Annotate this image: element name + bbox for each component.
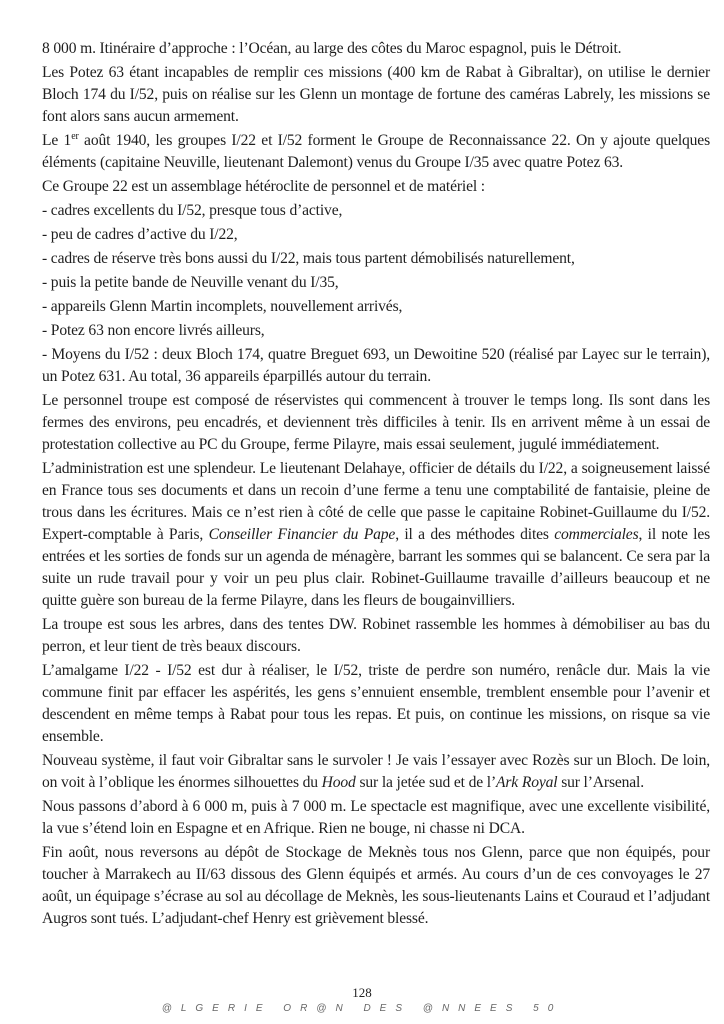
document-body: [42, 38, 710, 932]
paragraph-11: Fin août, nous reversons au dépôt de Stockage de Meknès tous nos Glenn, parce que non équipés, pour toucher à Marrakech au II/63 dissous des Glenn équipés et armés. Au cours d’un de ces convoyages le 27 août, un équipage s’écrase au sol au décollage de Meknès, les sous-lieutenants Lains et Couraud et l’adjudant Augros sont tués. L’adjudant-chef Henry est grièvement blessé.: [42, 844, 710, 927]
paragraph-6-part-b: , il a des méthodes dites: [395, 526, 555, 543]
italic-hood: Hood: [321, 774, 356, 791]
list-item: - Potez 63 non encore livrés ailleurs,: [42, 322, 265, 339]
paragraph-6-part-a: L’administration est une splendeur. Le lieutenant Delahaye, officier de détails du I/22, a soigneusement laissé en France tous ses documents et dans un recoin d’une ferme a tenu une comptabilité de fantaisie, pleine de trous dans les écritures. Mais ce n’est rien à côté de celle que passe le capitaine Robinet-Guillaume du I/52. Expert-comptable à Paris,: [42, 460, 710, 543]
list-item: - peu de cadres d’active du I/22,: [42, 226, 238, 243]
list-item: - cadres excellents du I/52, presque tous d’active,: [42, 202, 343, 219]
paragraph-9-part-b: sur la jetée sud et de l’: [355, 774, 497, 791]
paragraph-3: [42, 130, 710, 174]
ordinal-superscript: er: [71, 130, 79, 142]
paragraph-6: [42, 458, 710, 612]
paragraph-3-start: Le 1: [42, 132, 72, 149]
paragraph-6-part-c: , il note les entrées et les sorties de fonds sur un agenda de ménagère, barrant les sommes qui se balancent. Ce sera par la suite un rude travail pour y voir un peu plus clair. Robinet-Guillaume travaille d’ailleurs beaucoup et ne quitte guère son bureau de la ferme Pilayre, dans les fleurs de bougainvilliers.: [42, 526, 711, 609]
list-item: - appareils Glenn Martin incomplets, nouvellement arrivés,: [42, 298, 403, 315]
list-item: - Moyens du I/52 : deux Bloch 174, quatre Breguet 693, un Dewoitine 520 (réalisé par Layec sur le terrain), un Potez 631. Au total, 36 appareils éparpillés autour du terrain.: [42, 346, 710, 385]
list-item: - puis la petite bande de Neuville venant du I/35,: [42, 274, 339, 291]
paragraph-9-part-c: sur l’Arsenal.: [557, 774, 644, 791]
list-item: - cadres de réserve très bons aussi du I/22, mais tous partent démobilisés naturellement,: [42, 250, 575, 267]
paragraph-2: Les Potez 63 étant incapables de remplir ces missions (400 km de Rabat à Gibraltar), on utilise le dernier Bloch 174 du I/52, puis on réalise sur les Glenn un montage de fortune des caméras Labrely, les missions se font alors sans aucun armement.: [42, 64, 710, 125]
italic-commerciales: commerciales: [554, 526, 639, 543]
paragraph-10: Nous passons d’abord à 6 000 m, puis à 7 000 m. Le spectacle est magnifique, avec une excellente visibilité, la vue s’étend loin en Espagne et en Afrique. Rien ne bouge, ni chasse ni DCA.: [42, 798, 710, 837]
paragraph-9-part-a: Nouveau système, il faut voir Gibraltar sans le survoler ! Je vais l’essayer avec Rozès sur un Bloch. De loin, on voit à l’oblique les énormes silhouettes du: [42, 752, 710, 791]
paragraph-3-rest: août 1940, les groupes I/22 et I/52 forment le Groupe de Reconnaissance 22. On y ajoute quelques éléments (capitaine Neuville, lieutenant Dalemont) venus du Groupe I/35 avec quatre Potez 63.: [42, 132, 710, 171]
paragraph-8: L’amalgame I/22 - I/52 est dur à réaliser, le I/52, triste de perdre son numéro, renâcle dur. Mais la vie commune finit par effacer les aspérités, les gens s’ennuient ensemble, tremblent ensemble pour l’avenir et descendent en même temps à Rabat pour tous les repas. Et puis, on continue les missions, on risque sa vie ensemble.: [42, 662, 710, 745]
italic-conseiller-financier: Conseiller Financier du Pape: [208, 526, 396, 543]
paragraph-4: Ce Groupe 22 est un assemblage hétéroclite de personnel et de matériel :: [42, 178, 485, 195]
running-footer: @LGERIE OR@N DES @NNEES 50: [161, 1003, 563, 1014]
paragraph-7: La troupe est sous les arbres, dans des tentes DW. Robinet rassemble les hommes à démobiliser au bas du perron, et leur tient de très beaux discours.: [42, 616, 710, 655]
paragraph-1: 8 000 m. Itinéraire d’approche : l’Océan, au large des côtes du Maroc espagnol, puis le Détroit.: [42, 40, 622, 57]
page-number: 128: [352, 985, 372, 1000]
paragraph-5: Le personnel troupe est composé de réservistes qui commencent à trouver le temps long. Ils sont dans les fermes des environs, peu encadrés, et deviennent très difficiles à tenir. Ils en arrivent même à un essai de protestation collective au PC du Groupe, ferme Pilayre, mais essai seulement, jugulé immédiatement.: [42, 392, 710, 453]
italic-ark-royal: Ark Royal: [496, 774, 558, 791]
paragraph-9: [42, 750, 710, 794]
